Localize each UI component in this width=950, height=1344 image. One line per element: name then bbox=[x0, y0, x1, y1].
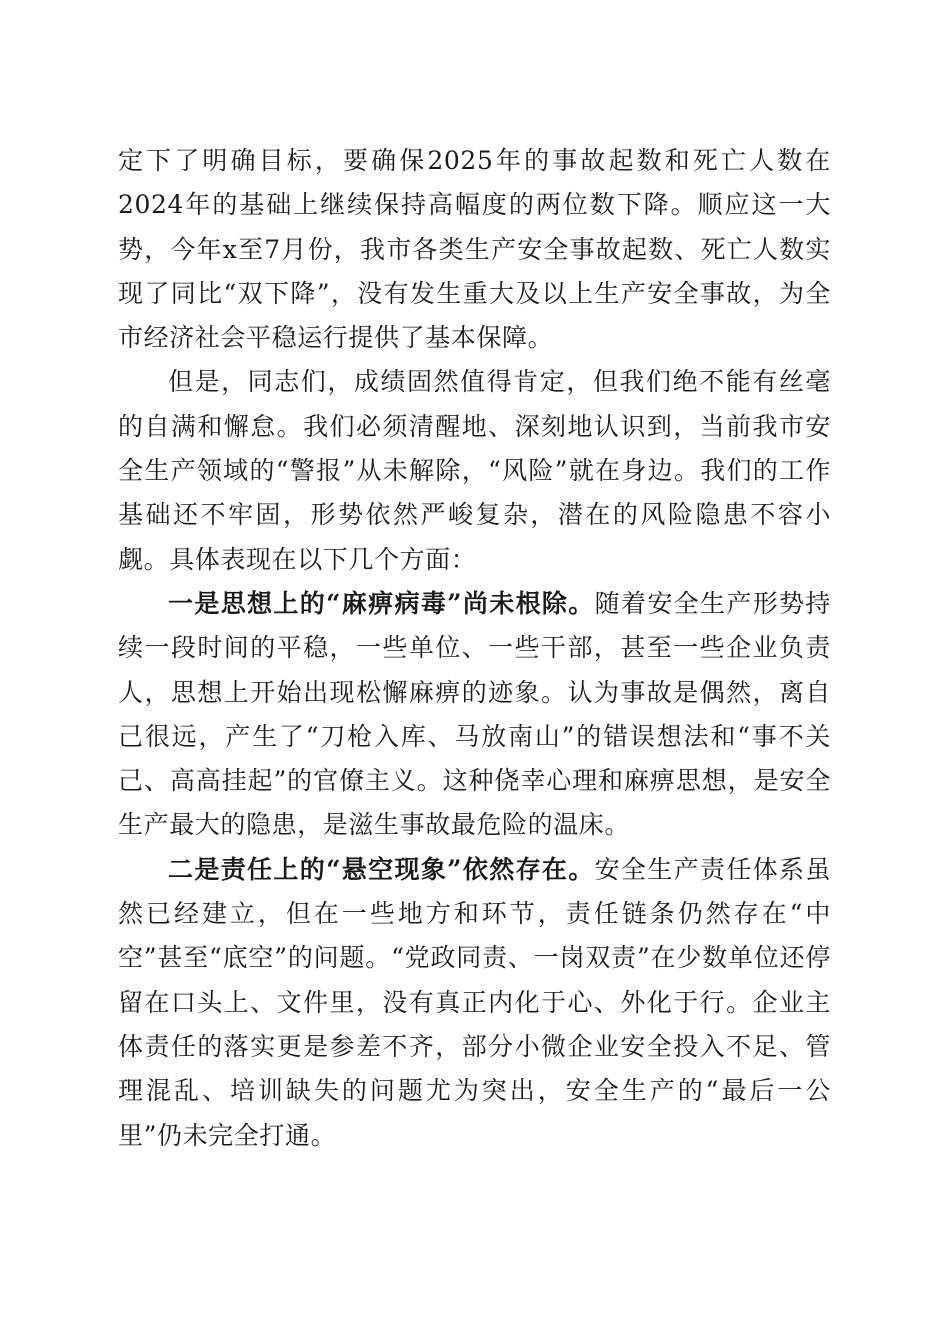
paragraph-1-text: 定下了明确目标，要确保2025年的事故起数和死亡人数在2024年的基础上继续保持高幅度的两位数下降。顺应这一大势，今年x至7月份，我市各类生产安全事故起数、死亡人数实现了同比“双下降”，没有发生重大及以上生产安全事故，为全市经济社会平稳运行提供了基本保障。 bbox=[118, 146, 831, 353]
paragraph-3 bbox=[118, 582, 831, 848]
paragraph-4 bbox=[118, 848, 831, 1158]
paragraph-3-lead: 一是思想上的“麻痹病毒”尚未根除。 bbox=[168, 588, 595, 618]
paragraph-1 bbox=[118, 139, 831, 360]
paragraph-2-text: 但是，同志们，成绩固然值得肯定，但我们绝不能有丝毫的自满和懈怠。我们必须清醒地、深刻地认识到，当前我市安全生产领域的“警报”从未解除，“风险”就在身边。我们的工作基础还不牢固，形势依然严峻复杂，潜在的风险隐患不容小觑。具体表现在以下几个方面： bbox=[118, 367, 831, 574]
paragraph-4-text: 安全生产责任体系虽然已经建立，但在一些地方和环节，责任链条仍然存在“中空”甚至“底空”的问题。“党政同责、一岗双责”在少数单位还停留在口头上、文件里，没有真正内化于心、外化于行。企业主体责任的落实更是参差不齐，部分小微企业安全投入不足、管理混乱、培训缺失的问题尤为突出，安全生产的“最后一公里”仍未完全打通。 bbox=[118, 854, 832, 1150]
paragraph-4-lead: 二是责任上的“悬空现象”依然存在。 bbox=[168, 854, 595, 884]
paragraph-3-text: 随着安全生产形势持续一段时间的平稳，一些单位、一些干部，甚至一些企业负责人，思想上开始出现松懈麻痹的迹象。认为事故是偶然，离自己很远，产生了“刀枪入库、马放南山”的错误想法和“事不关己、高高挂起”的官僚主义。这种侥幸心理和麻痹思想，是安全生产最大的隐患，是滋生事故最危险的温床。 bbox=[118, 588, 832, 840]
paragraph-2 bbox=[118, 360, 831, 581]
body-text bbox=[118, 139, 831, 1158]
